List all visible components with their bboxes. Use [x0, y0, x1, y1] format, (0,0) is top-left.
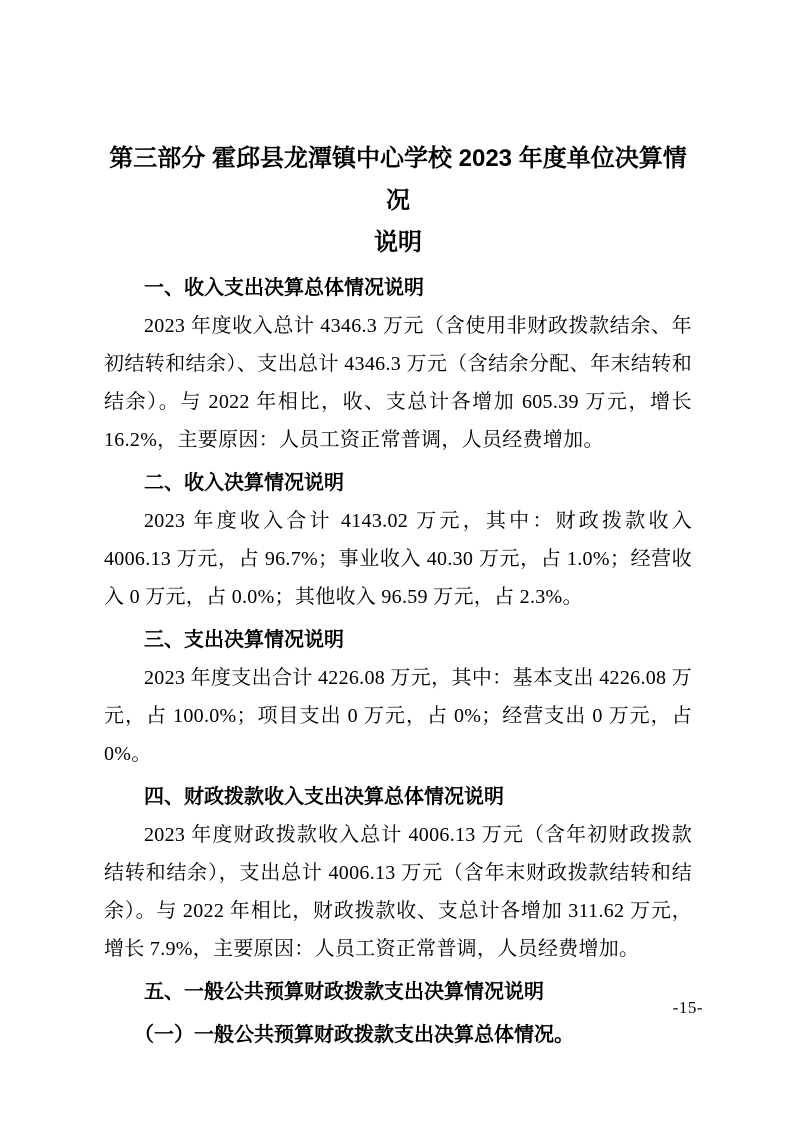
section-general-public-budget [104, 973, 692, 1054]
section-income-detail [104, 464, 692, 616]
document-title-line2: 说明 [374, 229, 422, 256]
section-fiscal-appropriation-overview [104, 778, 692, 968]
page-number: -15- [672, 998, 703, 1017]
section-heading-3: 三、支出决算情况说明 [144, 629, 344, 651]
section-subheading-5-1: （一）一般公共预算财政拨款支出决算总体情况。 [134, 1024, 574, 1046]
section-heading-2: 二、收入决算情况说明 [144, 472, 344, 494]
document-title-line1: 第三部分 霍邱县龙潭镇中心学校 2023 年度单位决算情况 [109, 145, 687, 214]
document-content [104, 138, 692, 1054]
section-heading-4: 四、财政拨款收入支出决算总体情况说明 [144, 786, 504, 808]
section-body-1: 2023 年度收入总计 4346.3 万元（含使用非财政拨款结余、年初结转和结余）、支出总计 4346.3 万元（含结余分配、年末结转和结余）。与 2022 年相比，收、支总计各增加 605.39 万元，增长 16.2%，主要原因：人员工资正常普调，人员经费增加。 [104, 315, 692, 451]
section-body-4: 2023 年度财政拨款收入总计 4006.13 万元（含年初财政拨款结转和结余），支出总计 4006.13 万元（含年末财政拨款结转和结余）。与 2022 年相比，财政拨款收、支总计各增加 311.62 万元，增长 7.9%，主要原因：人员工资正常普调，人员经费增加。 [104, 824, 692, 960]
section-body-2: 2023 年度收入合计 4143.02 万元，其中：财政拨款收入 4006.13 万元，占 96.7%；事业收入 40.30 万元，占 1.0%；经营收入 0 万元，占 0.0%；其他收入 96.59 万元，占 2.3%。 [104, 510, 692, 608]
section-expenditure-detail [104, 621, 692, 773]
document-title [104, 138, 692, 264]
section-income-expenditure-overview [104, 269, 692, 459]
section-body-3: 2023 年度支出合计 4226.08 万元，其中：基本支出 4226.08 万元，占 100.0%；项目支出 0 万元，占 0%；经营支出 0 万元，占 0%。 [104, 667, 692, 765]
section-heading-1: 一、收入支出决算总体情况说明 [144, 277, 424, 299]
section-heading-5: 五、一般公共预算财政拨款支出决算情况说明 [144, 981, 544, 1003]
